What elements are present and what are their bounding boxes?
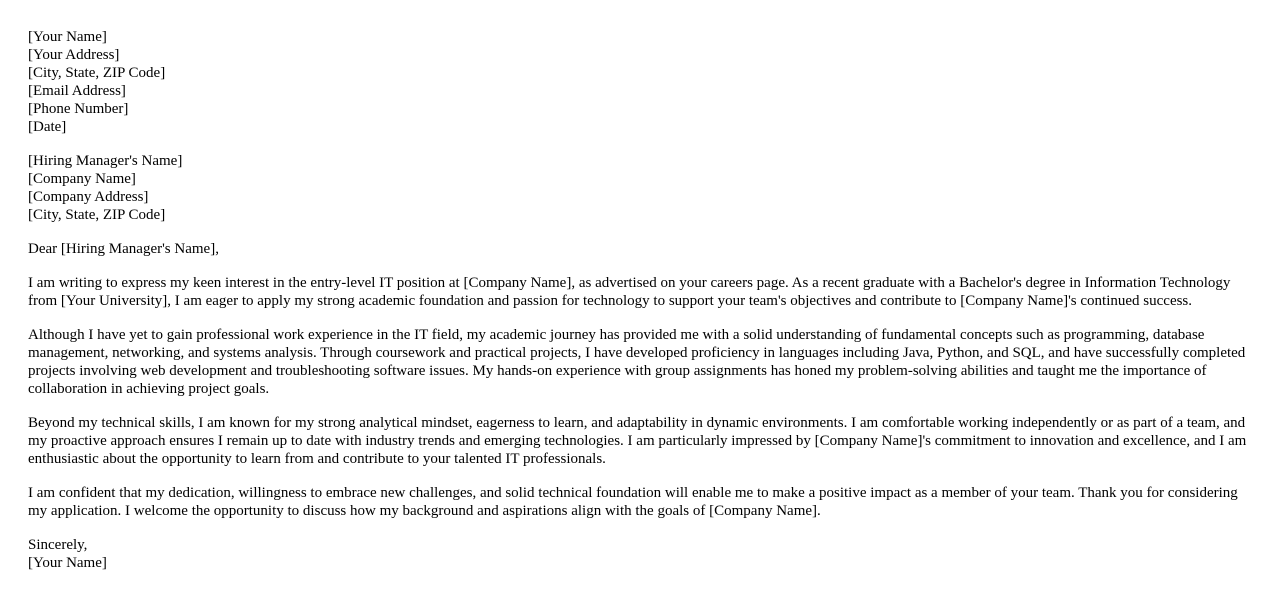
sender-name: [Your Name]	[28, 29, 107, 45]
body-paragraph-2: Although I have yet to gain professional work experience in the IT field, my academic journey has provided me with a solid understanding of fundamental concepts such as programming, database management, networking, and systems analysis. Through coursework and practical projects, I have developed proficiency in languages including Java, Python, and SQL, and have successfully completed projects involving web development and troubleshooting software issues. My hands-on experience with group assignments has honed my problem-solving abilities and taught me the importance of collaboration in achieving project goals.	[28, 327, 1246, 397]
sender-email: [Email Address]	[28, 83, 126, 99]
recipient-city-state-zip: [City, State, ZIP Code]	[28, 207, 166, 223]
signature-name: [Your Name]	[28, 555, 107, 571]
recipient-name: [Hiring Manager's Name]	[28, 153, 183, 169]
signature-block	[28, 536, 1256, 572]
sender-phone: [Phone Number]	[28, 101, 129, 117]
closing: Sincerely,	[28, 537, 88, 553]
salutation: Dear [Hiring Manager's Name],	[28, 241, 219, 257]
letter-date: [Date]	[28, 119, 67, 135]
sender-block	[28, 28, 1256, 136]
recipient-block	[28, 152, 1256, 224]
body-paragraph-1: I am writing to express my keen interest in the entry-level IT position at [Company Name], as advertised on your careers page. As a recent graduate with a Bachelor's degree in Information Technology from [Your University], I am eager to apply my strong academic foundation and passion for technology to support your team's objectives and contribute to [Company Name]'s continued success.	[28, 275, 1231, 309]
sender-city-state-zip: [City, State, ZIP Code]	[28, 65, 166, 81]
sender-address: [Your Address]	[28, 47, 120, 63]
body-paragraph-4: I am confident that my dedication, willingness to embrace new challenges, and solid technical foundation will enable me to make a positive impact as a member of your team. Thank you for considering my application. I welcome the opportunity to discuss how my background and aspirations align with the goals of [Company Name].	[28, 485, 1238, 519]
recipient-company: [Company Name]	[28, 171, 136, 187]
body-paragraph-3: Beyond my technical skills, I am known for my strong analytical mindset, eagerness to learn, and adaptability in dynamic environments. I am comfortable working independently or as part of a team, and my proactive approach ensures I remain up to date with industry trends and emerging technologies. I am particularly impressed by [Company Name]'s commitment to innovation and excellence, and I am enthusiastic about the opportunity to learn from and contribute to your talented IT professionals.	[28, 415, 1247, 467]
recipient-company-address: [Company Address]	[28, 189, 149, 205]
